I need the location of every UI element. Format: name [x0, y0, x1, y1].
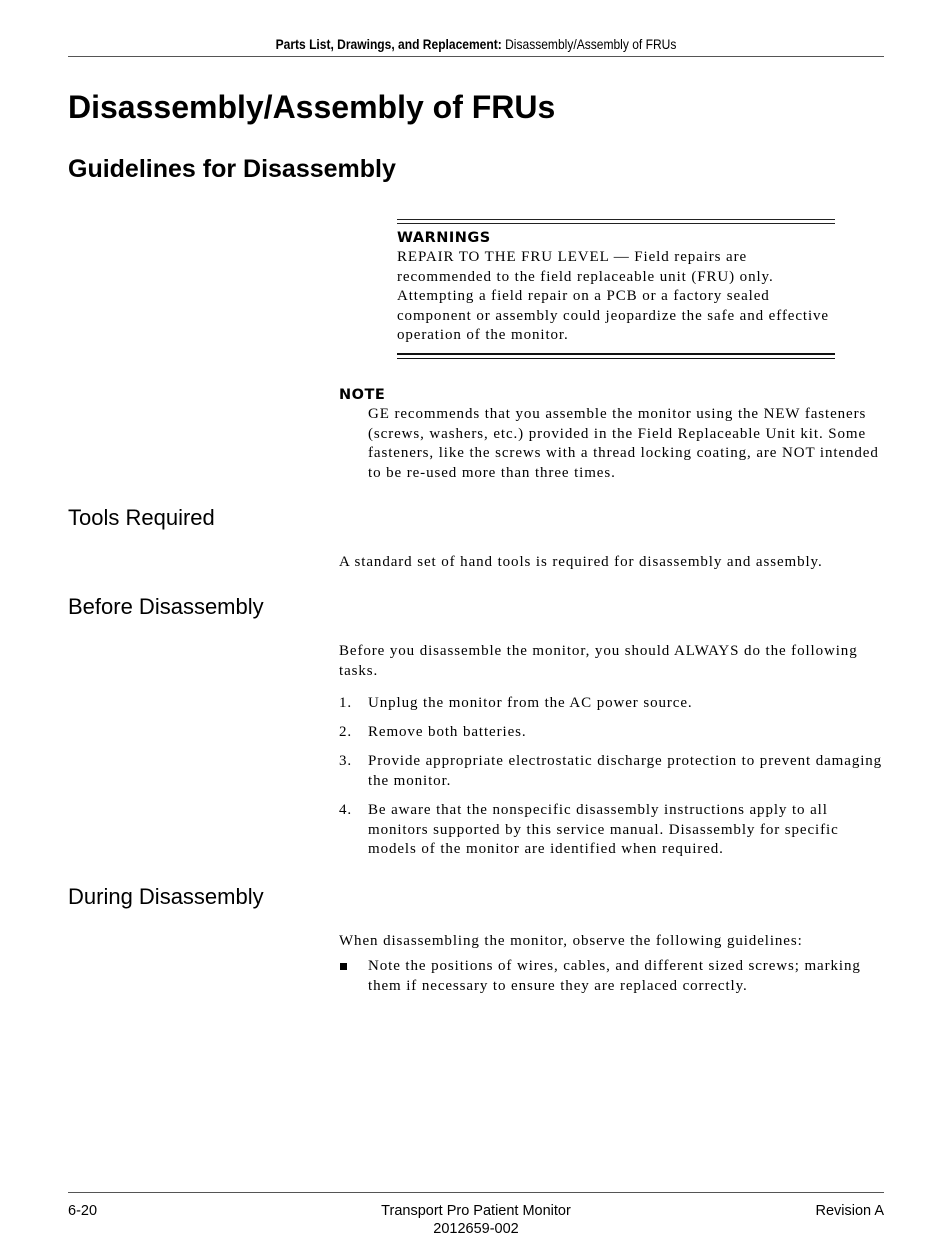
running-header-topic: Disassembly/Assembly of FRUs [501, 36, 677, 52]
step-text: Provide appropriate electrostatic discharge protection to prevent damaging the monitor. [368, 753, 883, 789]
header-rule [68, 56, 884, 57]
during-bullets-list [339, 957, 884, 996]
tools-text: A standard set of hand tools is required for disassembly and assembly. [339, 554, 823, 570]
step-text: Be aware that the nonspecific disassembly instructions apply to all monitors supported by this service manual. Disassembly for specific models of the monitor are identified when required. [368, 802, 839, 858]
before-heading: Before Disassembly [68, 594, 264, 619]
list-item [339, 723, 884, 743]
bullet-text: Note the positions of wires, cables, and different sized screws; marking them if necessary to ensure they are replaced correctly. [368, 958, 861, 994]
step-number: 2. [339, 724, 353, 741]
footer-product [68, 1202, 884, 1238]
footer-revision: Revision A [815, 1203, 884, 1219]
warning-box [397, 219, 835, 359]
note-block [339, 386, 884, 483]
step-text: Remove both batteries. [368, 724, 527, 741]
note-text: GE recommends that you assemble the monitor using the NEW fasteners (screws, washers, etc.) provided in the Field Replaceable Unit kit. Some fasteners, like the screws with a thread locking coating, are NOT intended to be re-used more than three times. [368, 406, 879, 481]
warning-top-rule [397, 219, 835, 224]
during-heading: During Disassembly [68, 884, 264, 909]
list-item [339, 801, 884, 860]
footer-product-name: Transport Pro Patient Monitor [381, 1203, 571, 1219]
section-title: Guidelines for Disassembly [68, 155, 396, 183]
note-title: NOTE [339, 387, 386, 403]
before-steps-list [339, 694, 884, 870]
footer-page-number: 6-20 [68, 1203, 98, 1219]
step-number: 1. [339, 695, 353, 711]
list-item [339, 752, 884, 791]
step-number: 3. [339, 753, 353, 770]
footer-rule [68, 1192, 884, 1193]
page-title: Disassembly/Assembly of FRUs [68, 89, 556, 125]
warning-title: WARNINGS [397, 230, 491, 246]
running-header-section: Parts List, Drawings, and Replacement: [275, 36, 502, 52]
list-item [339, 694, 884, 714]
warning-bottom-rule [397, 353, 835, 359]
list-item [339, 957, 884, 996]
footer-part-number: 2012659-002 [433, 1221, 519, 1237]
step-text: Unplug the monitor from the AC power source. [368, 695, 693, 711]
square-bullet-icon [340, 963, 347, 970]
during-intro: When disassembling the monitor, observe the following guidelines: [339, 933, 803, 949]
step-number: 4. [339, 802, 353, 819]
warning-text: REPAIR TO THE FRU LEVEL — Field repairs are recommended to the field replaceable unit (FRU) only. Attempting a field repair on a PCB or a factory sealed component or assembly could jeopardize the safe and effective operation of the monitor. [397, 249, 829, 344]
tools-heading: Tools Required [68, 505, 215, 530]
running-header [125, 36, 827, 52]
before-intro: Before you disassemble the monitor, you should ALWAYS do the following tasks. [339, 643, 858, 679]
